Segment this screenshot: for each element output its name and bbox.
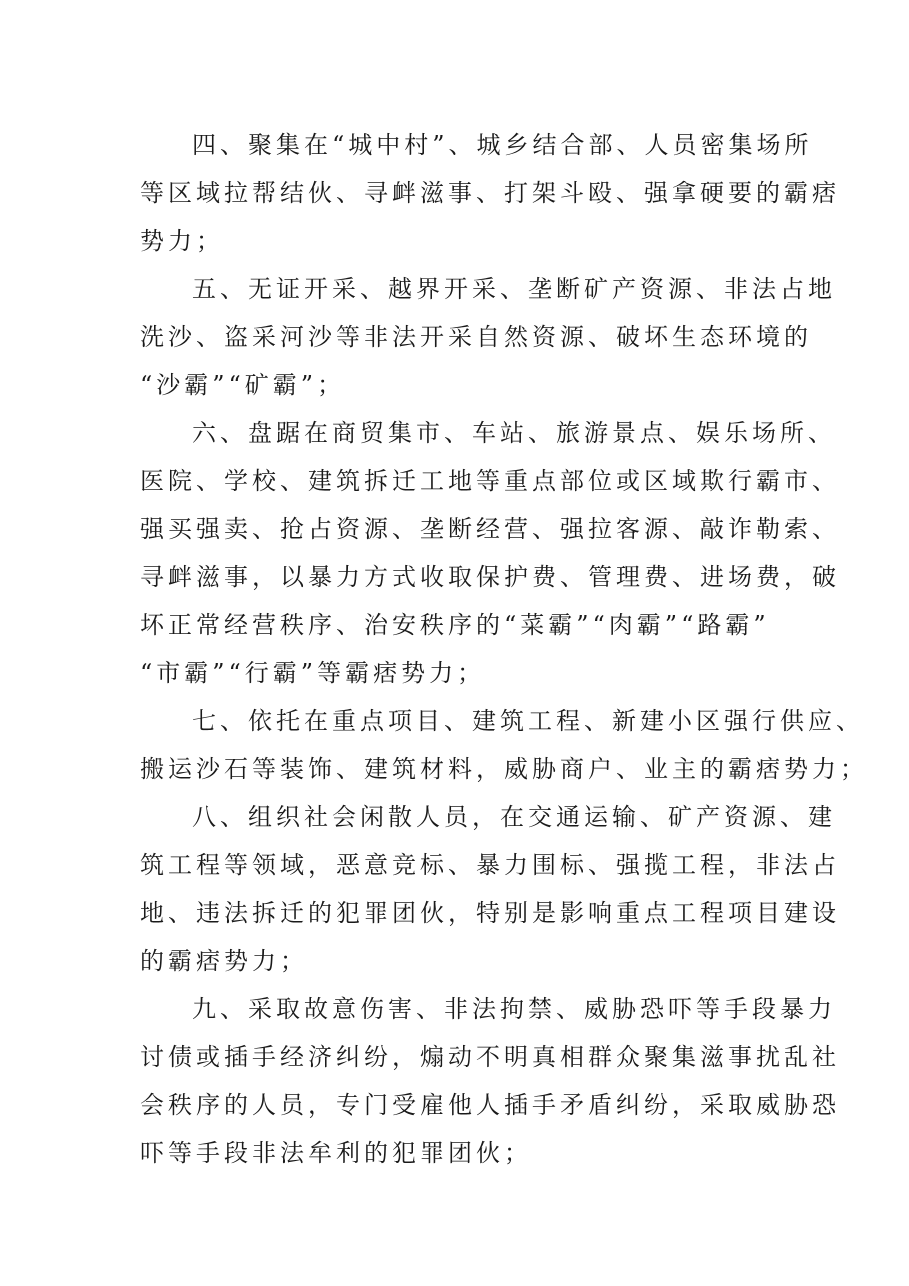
text-line: 吓等手段非法牟利的犯罪团伙； [140, 1139, 532, 1167]
text-line: 坏正常经营秩序、治安秩序的“菜霸”“肉霸”“路霸” [140, 611, 770, 639]
paragraph-item-8 [140, 793, 840, 985]
text-line: 会秩序的人员，专门受雇他人插手矛盾纠纷，采取威胁恐 [140, 1091, 840, 1119]
paragraph-item-7 [140, 697, 868, 793]
text-line: 讨债或插手经济纠纷，煽动不明真相群众聚集滋事扰乱社 [140, 1043, 840, 1071]
text-line: “沙霸”“矿霸”； [140, 371, 346, 399]
text-line: 五、无证开采、越界开采、垄断矿产资源、非法占地 [192, 275, 836, 303]
paragraph-item-5 [140, 265, 836, 409]
text-line: 七、依托在重点项目、建筑工程、新建小区强行供应、 [192, 707, 864, 735]
text-line: 筑工程等领域，恶意竞标、暴力围标、强揽工程，非法占 [140, 851, 840, 879]
text-line: 洗沙、盗采河沙等非法开采自然资源、破坏生态环境的 [140, 323, 812, 351]
text-line: “市霸”“行霸”等霸痞势力； [140, 659, 486, 687]
text-line: 的霸痞势力； [140, 947, 308, 975]
text-line: 八、组织社会闲散人员，在交通运输、矿产资源、建 [192, 803, 836, 831]
text-line: 地、违法拆迁的犯罪团伙，特别是影响重点工程项目建设 [140, 899, 840, 927]
text-line: 寻衅滋事，以暴力方式收取保护费、管理费、进场费，破 [140, 563, 840, 591]
text-line: 四、聚集在“城中村”、城乡结合部、人员密集场所 [192, 131, 813, 159]
text-line: 医院、学校、建筑拆迁工地等重点部位或区域欺行霸市、 [140, 467, 840, 495]
document-body [140, 121, 868, 1177]
text-line: 六、盘踞在商贸集市、车站、旅游景点、娱乐场所、 [192, 419, 836, 447]
paragraph-item-6 [140, 409, 840, 697]
text-line: 搬运沙石等装饰、建筑材料，威胁商户、业主的霸痞势力； [140, 755, 868, 783]
text-line: 等区域拉帮结伙、寻衅滋事、打架斗殴、强拿硬要的霸痞 [140, 179, 840, 207]
paragraph-item-4 [140, 121, 840, 265]
text-line: 势力； [140, 227, 224, 255]
paragraph-item-9 [140, 985, 840, 1177]
text-line: 九、采取故意伤害、非法拘禁、威胁恐吓等手段暴力 [192, 995, 836, 1023]
text-line: 强买强卖、抢占资源、垄断经营、强拉客源、敲诈勒索、 [140, 515, 840, 543]
